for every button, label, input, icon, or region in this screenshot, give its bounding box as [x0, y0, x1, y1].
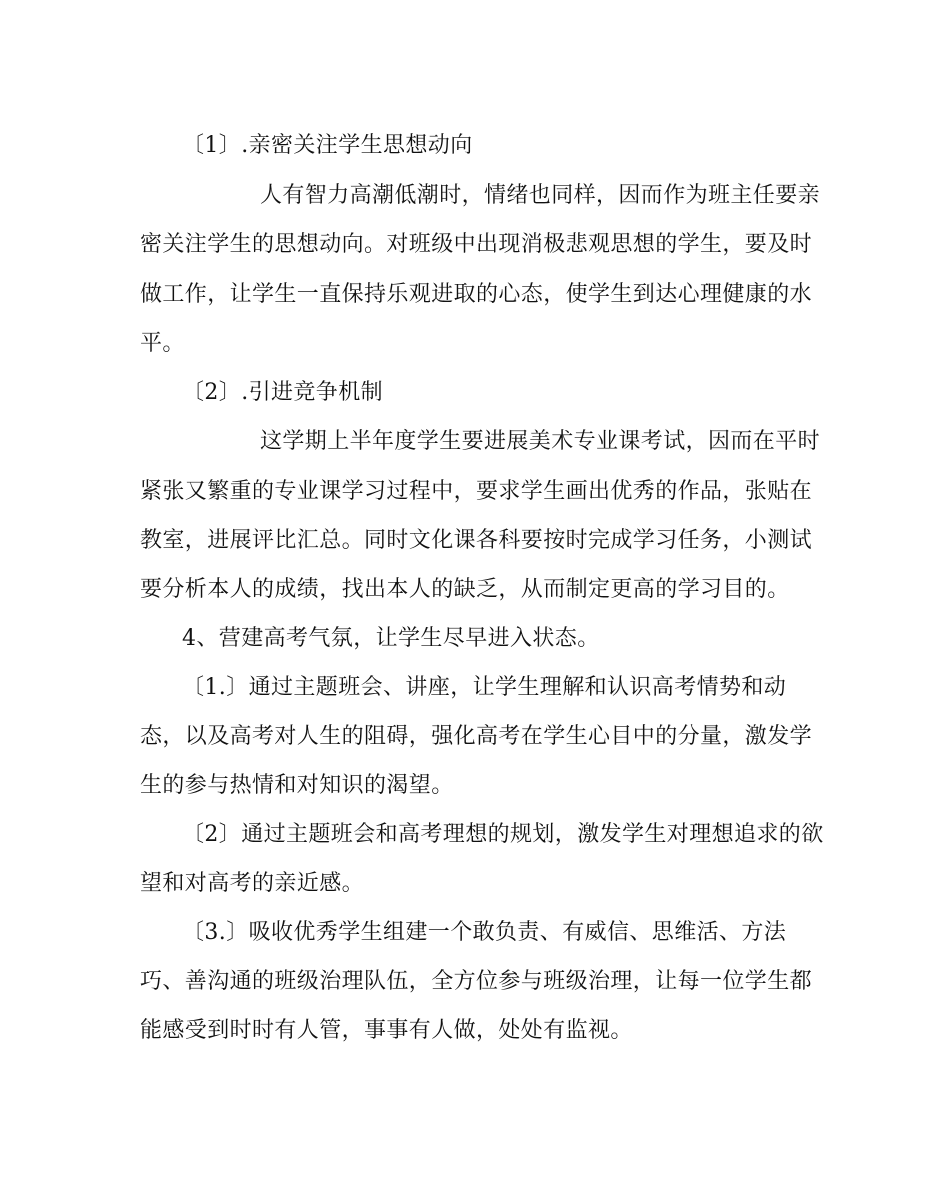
paragraph-line: 〔3.〕吸收优秀学生组建一个敢负责、有威信、思维活、方法 [182, 920, 787, 945]
paragraph-line: 做工作，让学生一直保持乐观进取的心态，使学生到达心理健康的水 [140, 282, 813, 307]
paragraph-line: 巧、善沟通的班级治理队伍，全方位参与班级治理，让每一位学生都 [140, 969, 813, 994]
paragraph-line: 人有智力高潮低潮时，情绪也同样，因而作为班主任要亲 [260, 183, 821, 208]
section-4-heading: 4、营建高考气氛，让学生尽早进入状态。 [182, 626, 600, 651]
paragraph-line: 平。 [140, 331, 185, 356]
paragraph-line: 望和对高考的亲近感。 [140, 871, 365, 896]
paragraph-line: 〔2〕通过主题班会和高考理想的规划，激发学生对理想追求的欲 [182, 822, 824, 847]
paragraph-line: 生的参与热情和对知识的渴望。 [140, 773, 454, 798]
paragraph-line: 密关注学生的思想动向。对班级中出现消极悲观思想的学生，要及时 [140, 232, 813, 257]
paragraph-line: 〔1.〕通过主题班会、讲座，让学生理解和认识高考情势和动 [182, 675, 787, 700]
paragraph-line: 能感受到时时有人管，事事有人做，处处有监视。 [140, 1018, 633, 1043]
heading-1-watch-thoughts: 〔1〕.亲密关注学生思想动向 [182, 133, 473, 158]
paragraph-line: 紧张又繁重的专业课学习过程中，要求学生画出优秀的作品，张贴在 [140, 479, 813, 504]
paragraph-line: 教室，进展评比汇总。同时文化课各科要按时完成学习任务，小测试 [140, 528, 813, 553]
paragraph-line: 这学期上半年度学生要进展美术专业课考试，因而在平时 [260, 429, 821, 454]
paragraph-line: 要分析本人的成绩，找出本人的缺乏，从而制定更高的学习目的。 [140, 577, 790, 602]
paragraph-line: 态，以及高考对人生的阻碍，强化高考在学生心目中的分量，激发学 [140, 724, 813, 749]
heading-2-competition: 〔2〕.引进竞争机制 [182, 380, 383, 405]
